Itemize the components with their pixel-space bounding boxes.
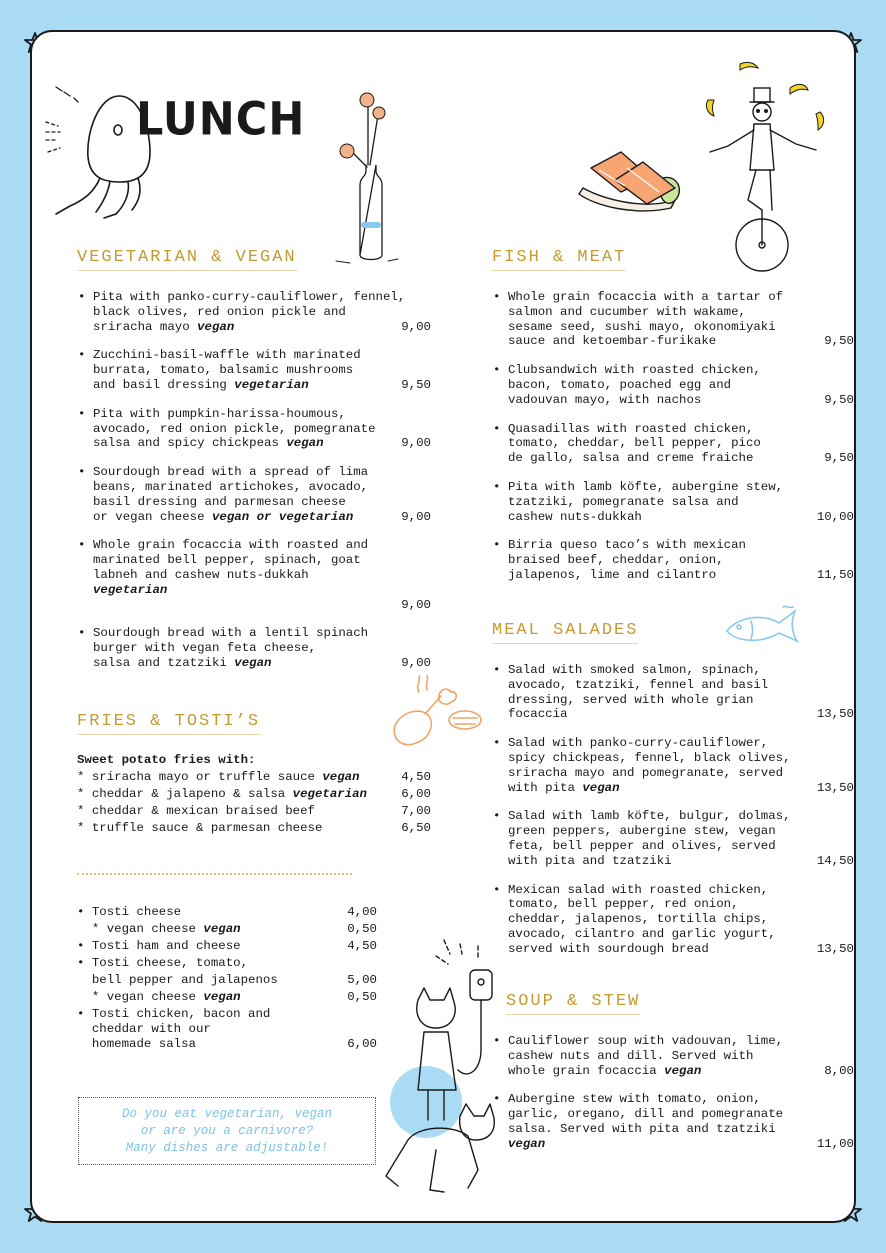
flower-vase-icon	[330, 85, 400, 270]
soup-stew-list	[492, 1034, 854, 1152]
price: 13,50	[816, 707, 854, 722]
menu-item: • Pita with panko-curry-cauliflower, fennel, black olives, red onion pickle and sriracha mayo vegan 9,00	[77, 290, 431, 334]
menu-item: • Sourdough bread with a lentil spinach burger with vegan feta cheese, salsa and tzatziki vegan 9,00	[77, 626, 431, 670]
fries-option: * truffle sauce & parmesan cheese 6,50	[77, 821, 431, 835]
menu-item: • Cauliflower soup with vadouvan, lime, cashew nuts and dill. Served with whole grain focaccia vegan 8,00	[492, 1034, 854, 1078]
menu-item: • Aubergine stew with tomato, onion, garlic, oregano, dill and pomegranate salsa. Served with pita and tzatziki vegan 11,00	[492, 1092, 854, 1151]
tosti-row: * vegan cheese vegan 0,50	[77, 922, 377, 936]
diet-tag: vegan or vegetarian	[211, 509, 354, 524]
menu-item: • Birria queso taco’s with mexican braised beef, cheddar, onion, jalapenos, lime and cilantro 11,50	[492, 538, 854, 582]
vegetarian-vegan-list	[77, 290, 431, 671]
fries-option: * sriracha mayo or truffle sauce vegan 4,50	[77, 770, 431, 784]
unicycle-juggler-icon	[700, 60, 835, 275]
menu-item: • Clubsandwich with roasted chicken, bacon, tomato, poached egg and vadouvan mayo, with nachos 9,50	[492, 363, 854, 407]
section-title-vegetarian-vegan: VEGETARIAN & VEGAN	[77, 248, 297, 271]
note-line: or are you a carnivore?	[140, 1123, 314, 1138]
price: 9,00	[401, 655, 431, 670]
menu-item: • Mexican salad with roasted chicken, tomato, bell pepper, red onion, cheddar, jalapenos, tortilla chips, avocado, cilantro and garlic yogurt, served with sourdough bread 13,50	[492, 883, 854, 957]
price: 9,00	[401, 436, 431, 451]
menu-item: • Salad with panko-curry-cauliflower, spicy chickpeas, fennel, black olives, sriracha mayo and pomegranate, served with pita vegan 13,50	[492, 736, 854, 795]
tosti-row: * vegan cheese vegan 0,50	[77, 990, 377, 1004]
price: 11,50	[816, 567, 854, 582]
fish-icon	[723, 603, 803, 649]
price: 9,00	[401, 509, 431, 524]
diet-tag: vegan	[286, 436, 324, 451]
menu-item: • Whole grain focaccia with roasted and marinated bell pepper, spinach, goat labneh and cashew nuts-dukkah vegetarian 9,00	[77, 538, 431, 612]
price: 9,50	[401, 377, 431, 392]
diet-tag: vegan	[664, 1063, 702, 1078]
diet-tag: vegan	[197, 319, 235, 334]
tosti-row: • Tosti chicken, bacon and	[77, 1007, 271, 1021]
price: 10,00	[816, 509, 854, 524]
section-title-fries-tosti: FRIES & TOSTI’S	[77, 712, 260, 735]
section-title-soup-stew: SOUP & STEW	[506, 992, 640, 1015]
note-line: Do you eat vegetarian, vegan	[121, 1106, 333, 1121]
diet-tag: vegetarian	[93, 582, 168, 597]
fish-meat-list	[492, 290, 854, 583]
menu-item: • Pita with pumpkin-harissa-houmous, avocado, red onion pickle, pomegranate salsa and spicy chickpeas vegan 9,00	[77, 407, 431, 451]
tosti-row: bell pepper and jalapenos 5,00	[77, 973, 377, 987]
menu-item: • Zucchini-basil-waffle with marinated burrata, tomato, balsamic mushrooms and basil dressing vegetarian 9,50	[77, 348, 431, 392]
tosti-row: • Tosti cheese, tomato,	[77, 956, 249, 970]
menu-item: • Pita with lamb köfte, aubergine stew, tzatziki, pomegranate salsa and cashew nuts-dukkah 10,00	[492, 480, 854, 524]
fries-heading: Sweet potato fries with:	[77, 753, 256, 767]
tosti-row: cheddar with our	[77, 1022, 211, 1036]
diet-tag: vegan	[582, 780, 620, 795]
diet-tag: vegan	[508, 1136, 546, 1151]
price: 11,00	[816, 1136, 854, 1151]
menu-item: • Sourdough bread with a spread of lima beans, marinated artichokes, avocado, basil dressing and parmesan cheese or vegan cheese vegan or vegetarian 9,00	[77, 465, 431, 524]
price: 8,00	[824, 1063, 854, 1078]
price: 9,50	[824, 334, 854, 349]
price: 9,50	[824, 451, 854, 466]
price: 9,50	[824, 392, 854, 407]
diet-tag: vegetarian	[234, 377, 309, 392]
price: 14,50	[816, 853, 854, 868]
chicken-leg-icon	[385, 682, 485, 752]
fries-option: * cheddar & mexican braised beef 7,00	[77, 804, 431, 818]
cats-illustration-icon	[378, 940, 503, 1200]
divider	[77, 873, 352, 875]
price: 9,00	[401, 597, 431, 612]
menu-item: • Salad with smoked salmon, spinach, avocado, tzatziki, fennel and basil dressing, served with whole grian focaccia 13,50	[492, 663, 854, 722]
menu-item: • Quasadillas with roasted chicken, tomato, cheddar, bell pepper, pico de gallo, salsa and creme fraiche 9,50	[492, 422, 854, 466]
price: 9,00	[401, 319, 431, 334]
price: 13,50	[816, 941, 854, 956]
section-title-meal-salades: MEAL SALADES	[492, 621, 638, 644]
tosti-row: homemade salsa 6,00	[77, 1037, 377, 1051]
salmon-sandwich-icon	[575, 150, 687, 222]
menu-item: • Whole grain focaccia with a tartar of salmon and cucumber with wakame, sesame seed, sushi mayo, okonomiyaki sauce and ketoembar-furikake 9,50	[492, 290, 854, 349]
section-title-fish-meat: FISH & MEAT	[492, 248, 626, 271]
tosti-row: • Tosti cheese 4,00	[77, 905, 377, 919]
diet-tag: vegan	[234, 655, 272, 670]
page-title: LUNCH	[136, 93, 306, 147]
tosti-row: • Tosti ham and cheese 4,50	[77, 939, 377, 953]
note-line: Many dishes are adjustable!	[125, 1140, 329, 1155]
meal-salades-list	[492, 663, 854, 957]
info-note	[78, 1097, 376, 1165]
menu-item: • Salad with lamb köfte, bulgur, dolmas, green peppers, aubergine stew, vegan feta, bell pepper and olives, served with pita and tzatziki 14,50	[492, 809, 854, 868]
fries-option: * cheddar & jalapeno & salsa vegetarian 6,00	[77, 787, 431, 801]
price: 13,50	[816, 780, 854, 795]
